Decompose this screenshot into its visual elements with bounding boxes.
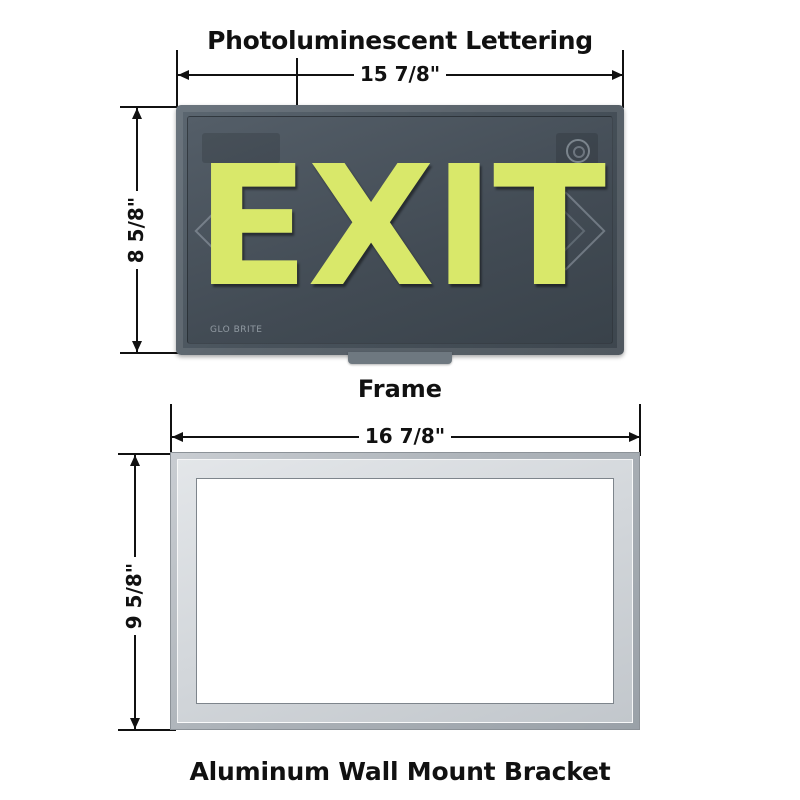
sign-height-dimension-text: 8 5/8" xyxy=(124,191,148,269)
callout-label-photoluminescent-lettering: Photoluminescent Lettering xyxy=(207,26,593,55)
bracket-height-dimension-text: 9 5/8" xyxy=(122,557,146,635)
bracket-width-arrow-right xyxy=(629,432,640,442)
bracket-outer-ring xyxy=(177,459,633,723)
bracket-height-ext-bottom xyxy=(118,729,176,731)
sign-width-arrow-right xyxy=(612,70,623,80)
bracket-height-arrow-bottom xyxy=(130,718,140,729)
bracket-height-ext-top xyxy=(118,453,176,455)
sign-mounting-tab xyxy=(348,352,452,364)
bracket-label: Aluminum Wall Mount Bracket xyxy=(189,757,611,786)
sign-width-arrow-left xyxy=(178,70,189,80)
sign-bevel xyxy=(176,105,624,355)
exit-sign xyxy=(176,105,624,355)
wall-mount-bracket xyxy=(170,452,640,730)
sign-height-arrow-bottom xyxy=(132,341,142,352)
bracket-width-ext-left xyxy=(170,404,172,456)
sign-height-ext-top xyxy=(120,106,182,108)
exit-lettering: EXIT xyxy=(195,131,605,324)
bracket-width-arrow-left xyxy=(172,432,183,442)
sign-width-dimension xyxy=(300,62,500,86)
sign-brand-text: GLO BRITE xyxy=(210,325,263,335)
sign-width-dimension-text: 15 7/8" xyxy=(354,62,446,86)
bracket-opening xyxy=(196,478,614,704)
bracket-width-ext-right xyxy=(639,404,641,456)
sign-height-dimension xyxy=(124,160,148,300)
bracket-height-arrow-top xyxy=(130,455,140,466)
sign-height-ext-bottom xyxy=(120,352,182,354)
bracket-width-dimension xyxy=(305,424,505,448)
frame-label: Frame xyxy=(357,375,443,403)
bracket-width-dimension-text: 16 7/8" xyxy=(359,424,451,448)
sign-height-arrow-top xyxy=(132,108,142,119)
bracket-height-dimension xyxy=(122,526,146,666)
